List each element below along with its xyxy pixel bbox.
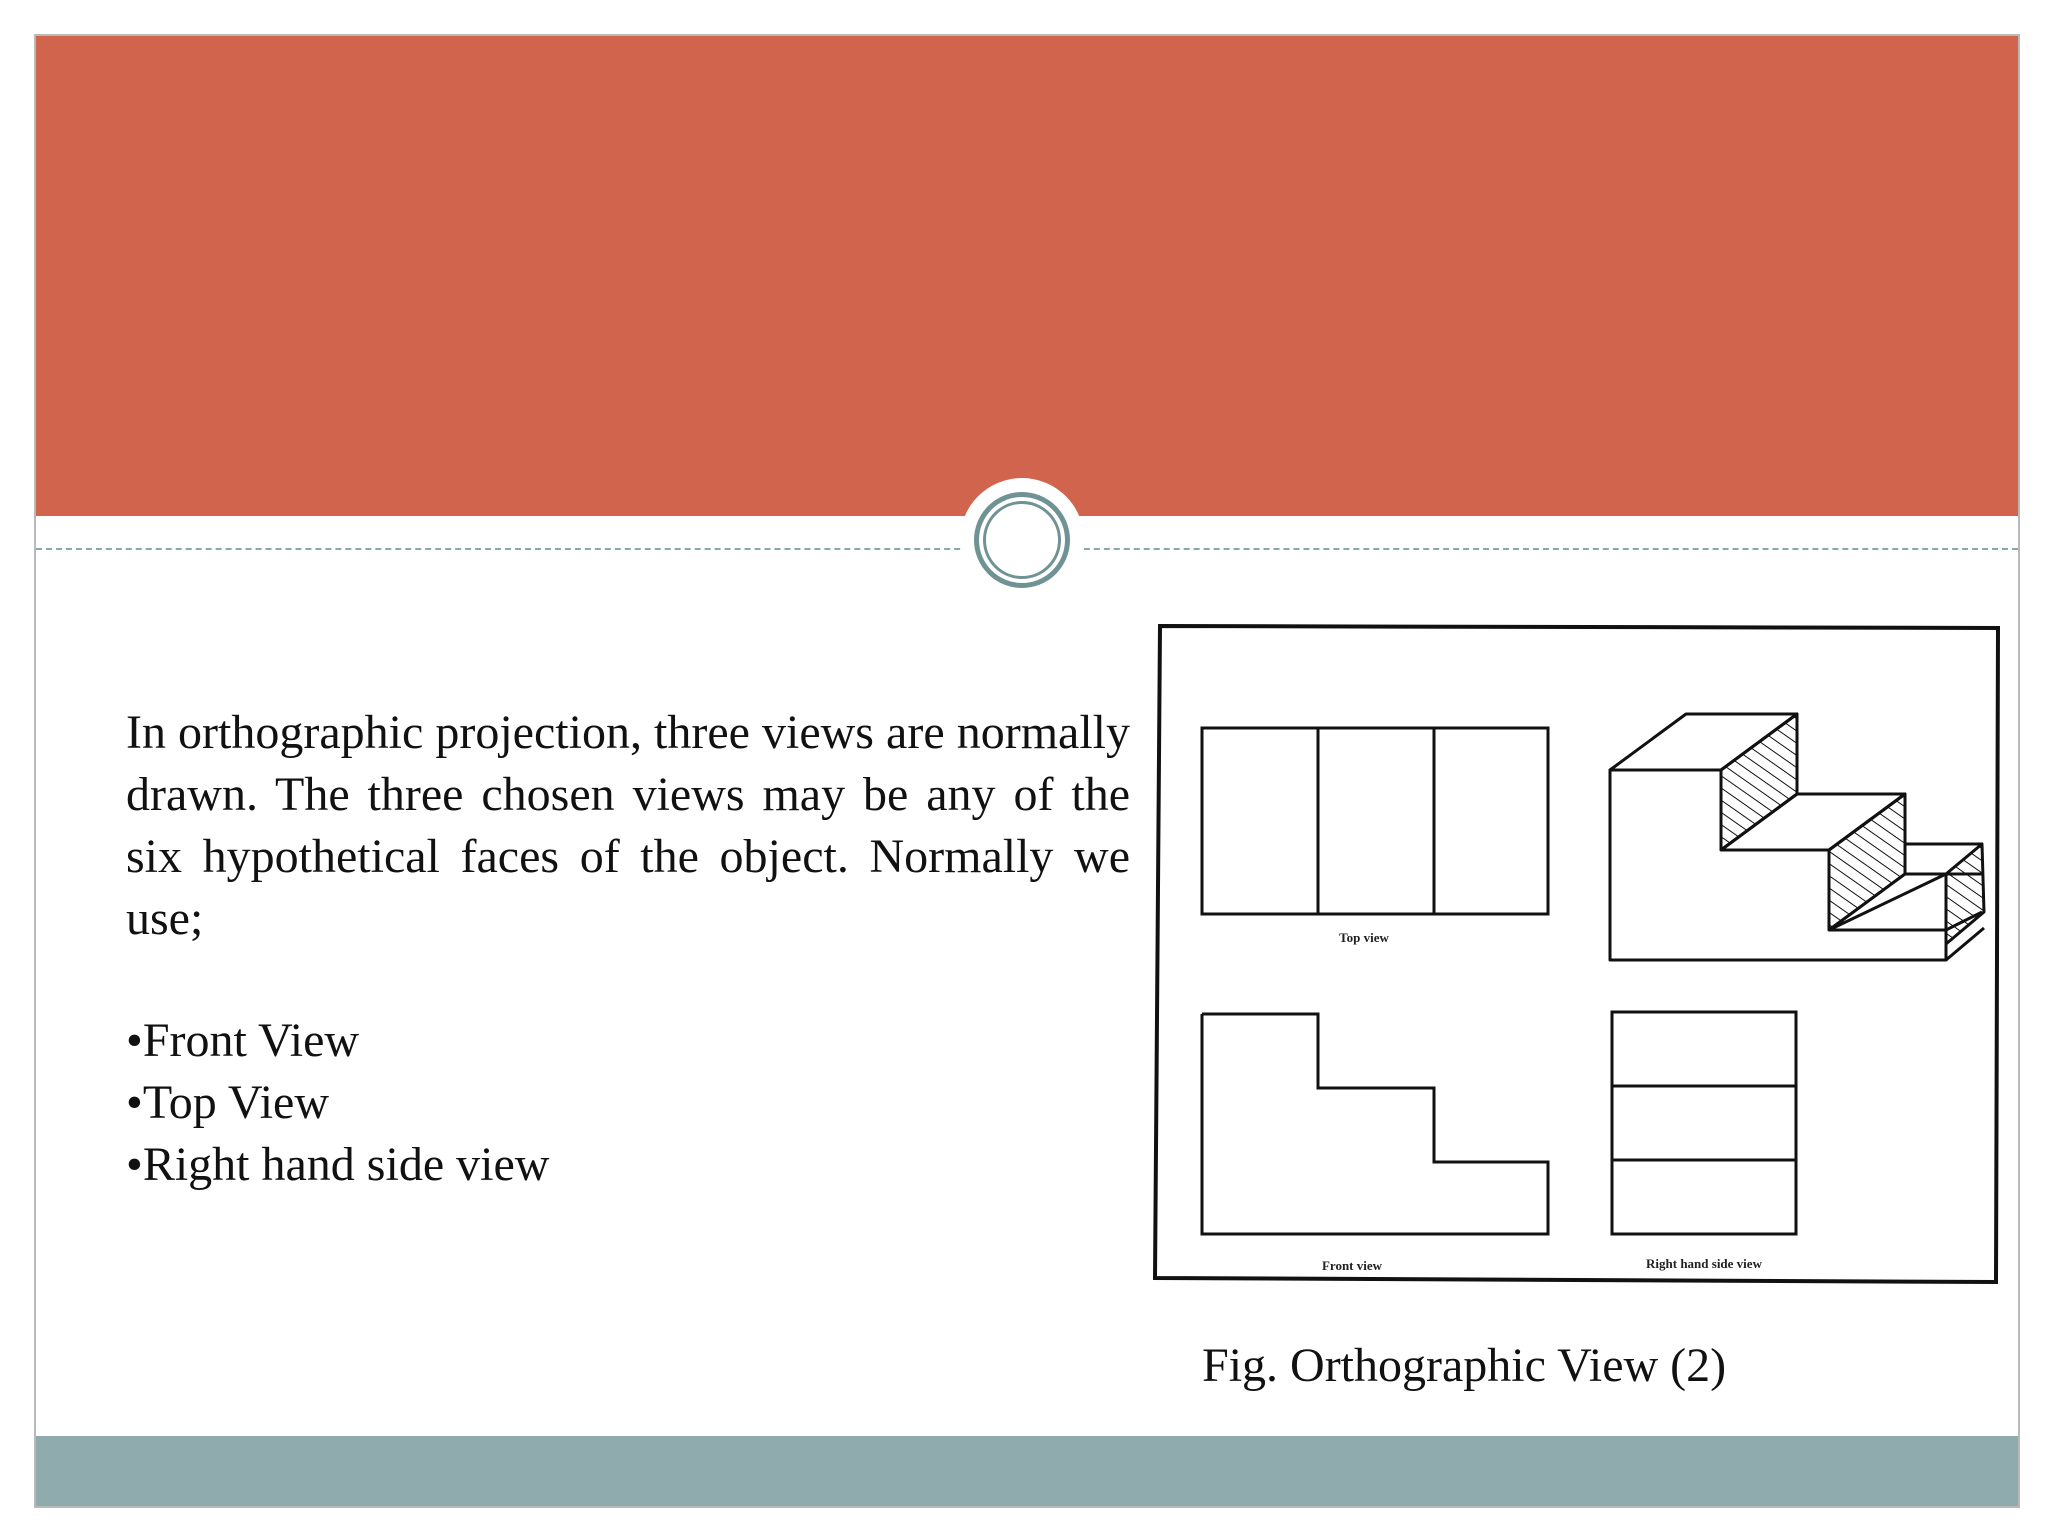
figure-caption: Fig. Orthographic View (2) xyxy=(1202,1339,1727,1392)
ornament-inner-ring xyxy=(983,501,1061,579)
body-paragraph: In orthographic projection, three views are normally drawn. The three chosen views may be any of the six hypothetical faces of the object. Normally we use; xyxy=(126,706,1130,945)
label-top-view: Top view xyxy=(1339,930,1389,945)
circle-ornament-icon xyxy=(960,478,1084,602)
footer-band xyxy=(36,1436,2018,1506)
label-right-side-view: Right hand side view xyxy=(1646,1256,1762,1271)
bullet-front-view: • Front View xyxy=(126,1010,549,1072)
bullet-right-side-view: • Right hand side view xyxy=(126,1134,549,1196)
header-band xyxy=(36,36,2018,516)
orthographic-figure xyxy=(1152,622,2002,1286)
slide xyxy=(34,34,2020,1508)
label-front-view: Front view xyxy=(1321,1258,1383,1273)
orthographic-drawing xyxy=(1152,622,2002,1286)
views-bullet-list xyxy=(126,1010,549,1196)
bullet-top-view: • Top View xyxy=(126,1072,549,1134)
